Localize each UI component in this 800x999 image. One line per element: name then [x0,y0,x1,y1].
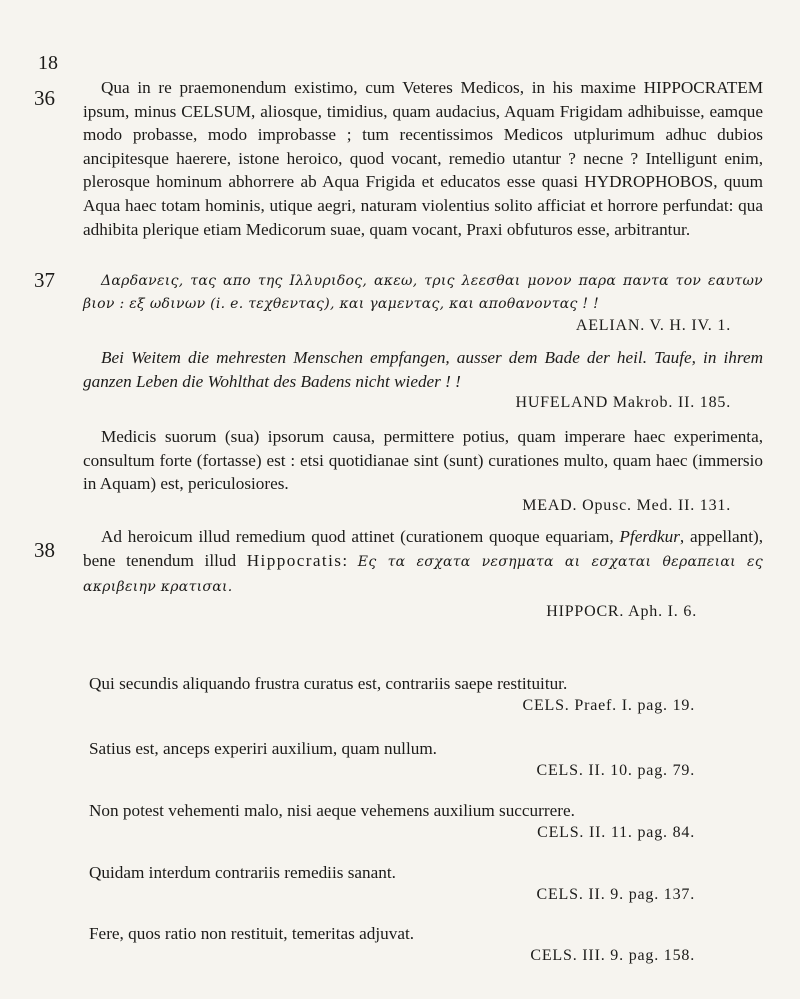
celsus-quote-1 [89,672,729,715]
celsus-quote-2-text: Satius est, anceps experiri auxilium, quam nullum. [89,739,437,758]
paragraph-36-text: Qua in re praemonendum existimo, cum Veteres Medicos, in his maxime HIPPOCRATEM ipsum, minus CELSUM, aliosque, timidius, quam audacius, Aquam Frigidam adhibuisse, eamque modo probasse, modo improbasse ; tum recentissimos Medicos utplurimum adhuc dubios ancipitesque haerere, istone heroico, quod vocant, remedio utantur ? necne ? Intelligunt enim, plerosque hominum abhorrere ab Aqua Frigida et educatos esse quasi HYDROPHOBOS, quum Aqua haec totam hominis, utique aegri, naturam violentius solito afficiat et horrore perfundat: qua adhibita plerique etiam Medicorum suae, quam vocant, Praxi obfuturos esse, arbitrantur. [83,78,763,239]
hippocrates-greek: Ες τα εσχατα νεσηματα αι εσχαται θεραπειαι ες ακριβειην κρατισαι. [83,553,763,595]
celsus-citation-5: CELS. III. 9. pag. 158. [530,946,695,964]
mead-citation: MEAD. Opusc. Med. II. 131. [522,496,731,514]
celsus-quote-3 [89,799,729,842]
pferdkur-term: Pferdkur [619,527,680,546]
paragraph-38-part-b: , appellant), bene tenendum illud [83,527,763,570]
hufeland-quote [83,346,763,412]
mead-quote-text: Medicis suorum (sua) ipsorum causa, permittere potius, quam imperare haec experimenta, consultum forte (fortasse) est : etsi quotidianae sint (sunt) curationes multo, quam haec (immersio in Aquam) est, periculosiores. [83,427,763,494]
paragraph-38-part-a: Ad heroicum illud remedium quod attinet (curationem quoque equariam, [101,527,620,546]
celsus-citation-1: CELS. Praef. I. pag. 19. [522,696,695,714]
hippocratis-name: Hippocratis [246,550,343,570]
celsus-quote-1-text: Qui secundis aliquando frustra curatus est, contrariis saepe restituitur. [89,674,568,693]
celsus-citation-4: CELS. II. 9. pag. 137. [536,885,695,903]
german-quote: Bei Weitem die mehresten Menschen empfangen, ausser dem Bade der heil. Taufe, in ihrem ganzen Leben die Wohlthat des Badens nicht wieder ! ! [83,348,763,391]
celsus-quote-2 [89,737,729,780]
aelian-quote [83,270,763,335]
celsus-quote-4-text: Quidam interdum contrariis remediis sanant. [89,863,396,882]
greek-quote: Δαρδανεις, τας απο της Ιλλυριδος, ακεω, τρις λεεσθαι μονον παρα παντα τον εαυτων βιον : εξ ωδινων (i. e. τεχθεντας), και γαμεντας, και αποθανοντας ! ! [83,273,763,312]
paragraph-36 [83,76,763,241]
celsus-quote-3-text: Non potest vehementi malo, nisi aeque vehemens auxilium succurrere. [89,801,575,820]
hippocrates-citation: HIPPOCR. Aph. I. 6. [546,602,697,620]
margin-number-36: 36 [34,86,55,110]
celsus-citation-2: CELS. II. 10. pag. 79. [536,761,695,779]
celsus-quote-5 [89,922,729,965]
celsus-quote-4 [89,861,729,904]
hufeland-citation: HUFELAND Makrob. II. 185. [515,394,731,412]
paragraph-38-part-c: : [342,550,358,570]
paragraph-38-text [83,525,763,599]
celsus-citation-3: CELS. II. 11. pag. 84. [537,823,695,841]
celsus-quote-5-text: Fere, quos ratio non restituit, temeritas adjuvat. [89,924,415,943]
margin-number-37: 37 [34,268,55,292]
page-number: 18 [38,52,58,74]
margin-number-38: 38 [34,538,55,562]
mead-quote [83,425,763,515]
paragraph-38 [83,525,763,621]
aelian-citation: AELIAN. V. H. IV. 1. [575,317,731,334]
